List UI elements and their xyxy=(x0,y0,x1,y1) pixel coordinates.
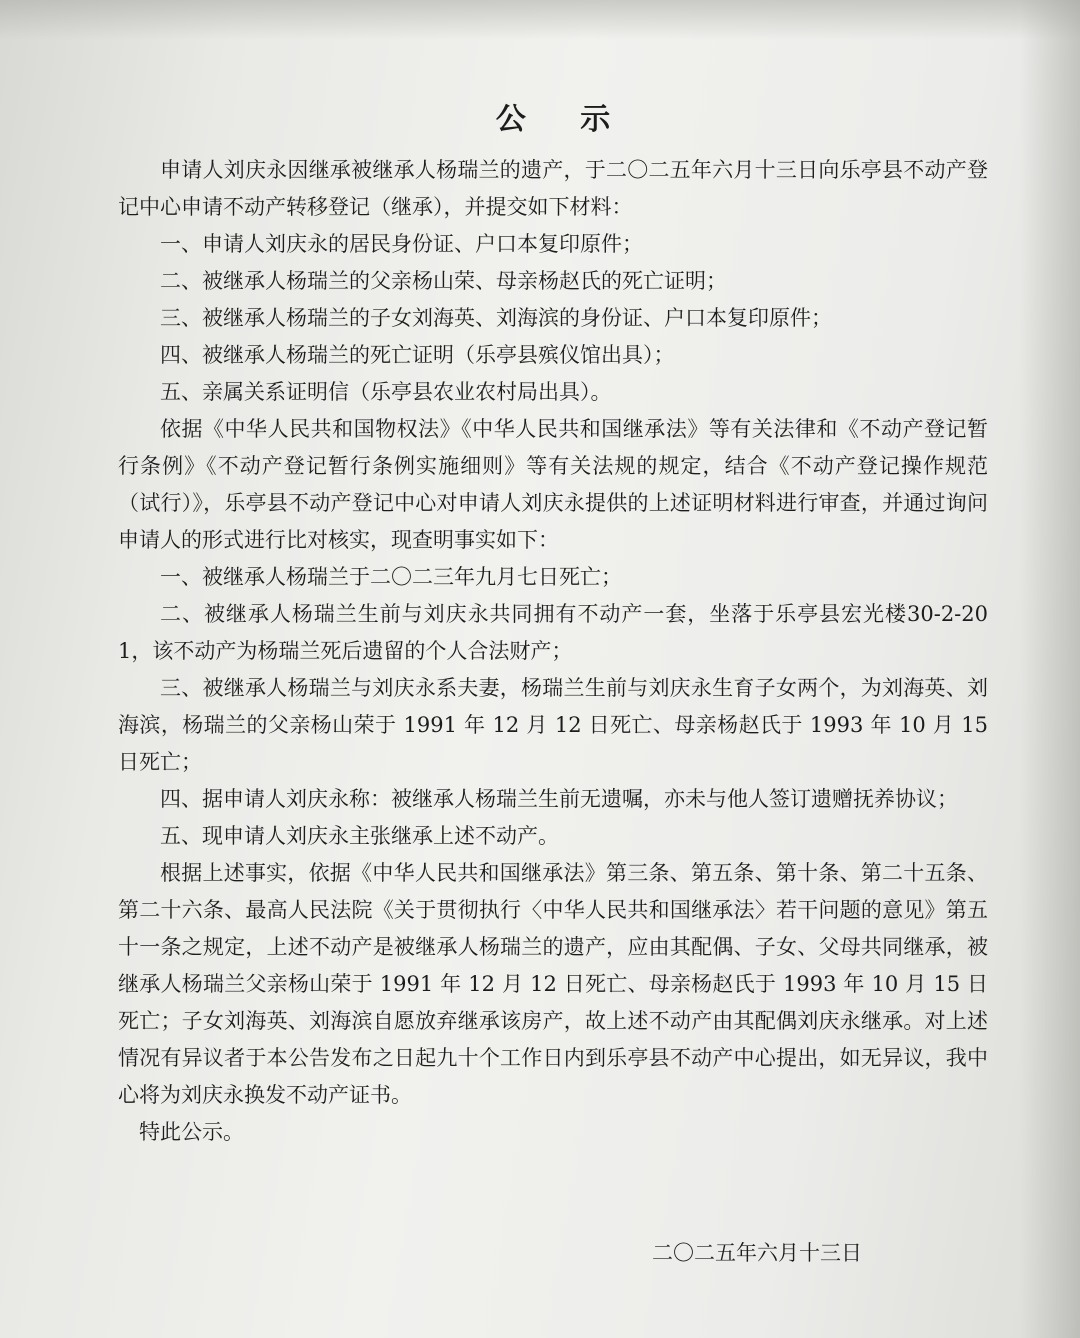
notice-title: 公 示 xyxy=(495,102,633,137)
fact-item: 四、据申请人刘庆永称：被继承人杨瑞兰生前无遗嘱，亦未与他人签订遗赠抚养协议； xyxy=(160,787,958,811)
notice-document xyxy=(118,92,988,1151)
notice-date: 二〇二五年六月十三日 xyxy=(652,1241,862,1265)
intro-paragraph: 申请人刘庆永因继承被继承人杨瑞兰的遗产，于二〇二五年六月十三日向乐亭县不动产登记中心申请不动产转移登记（继承），并提交如下材料： xyxy=(118,158,988,219)
fact-item: 三、被继承人杨瑞兰与刘庆永系夫妻，杨瑞兰生前与刘庆永生育子女两个，为刘海英、刘海滨，杨瑞兰的父亲杨山荣于 1991 年 12 月 12 日死亡、母亲杨赵氏于 1993 年 10 月 15 日死亡； xyxy=(118,676,988,774)
shadow-right xyxy=(1020,0,1080,1338)
conclusion-paragraph: 根据上述事实，依据《中华人民共和国继承法》第三条、第五条、第十条、第二十五条、第二十六条、最高人民法院《关于贯彻执行〈中华人民共和国继承法〉若干问题的意见》第五十一条之规定，上述不动产是被继承人杨瑞兰的遗产，应由其配偶、子女、父母共同继承，被继承人杨瑞兰父亲杨山荣于 1991 年 12 月 12 日死亡、母亲杨赵氏于 1993 年 10 月 15 日死亡；子女刘海英、刘海滨自愿放弃继承该房产，故上述不动产由其配偶刘庆永继承。对上述情况有异议者于本公告发布之日起九十个工作日内到乐亭县不动产中心提出，如无异议，我中心将为刘庆永换发不动产证书。 xyxy=(118,861,988,1107)
basis-paragraph: 依据《中华人民共和国物权法》《中华人民共和国继承法》等有关法律和《不动产登记暂行条例》《不动产登记暂行条例实施细则》等有关法规的规定，结合《不动产登记操作规范（试行）》，乐亭县不动产登记中心对申请人刘庆永提供的上述证明材料进行审查，并通过询问申请人的形式进行比对核实，现查明事实如下： xyxy=(118,417,988,552)
closing-line: 特此公示。 xyxy=(139,1120,244,1144)
material-item: 一、申请人刘庆永的居民身份证、户口本复印原件； xyxy=(160,232,643,256)
material-item: 四、被继承人杨瑞兰的死亡证明（乐亭县殡仪馆出具）； xyxy=(160,343,675,367)
shadow-top xyxy=(0,0,1080,40)
fact-item: 二、被继承人杨瑞兰生前与刘庆永共同拥有不动产一套，坐落于乐亭县宏光楼30-2-201，该不动产为杨瑞兰死后遗留的个人合法财产； xyxy=(118,602,988,663)
fact-item: 一、被继承人杨瑞兰于二〇二三年九月七日死亡； xyxy=(160,565,622,589)
material-item: 三、被继承人杨瑞兰的子女刘海英、刘海滨的身份证、户口本复印原件； xyxy=(160,306,832,330)
material-item: 二、被继承人杨瑞兰的父亲杨山荣、母亲杨赵氏的死亡证明； xyxy=(160,269,727,293)
material-item: 五、亲属关系证明信（乐亭县农业农村局出具）。 xyxy=(160,380,612,404)
fact-item: 五、现申请人刘庆永主张继承上述不动产。 xyxy=(160,824,559,848)
